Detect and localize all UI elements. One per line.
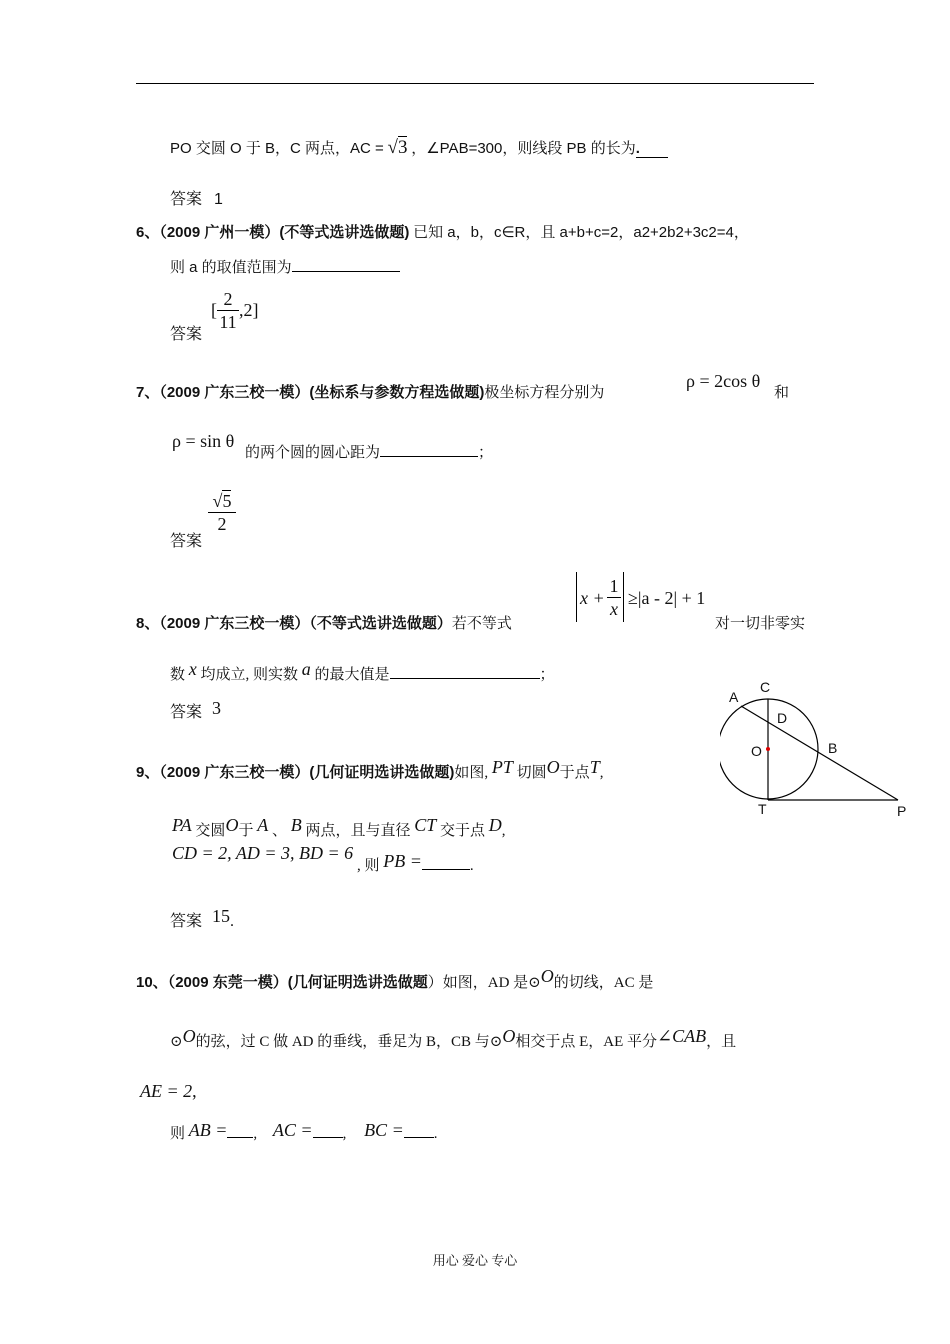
q9-var-o2: O <box>225 815 239 835</box>
q10-end: . <box>433 1126 438 1142</box>
q8-ineq-fraction <box>607 576 621 619</box>
q5-text-b: ，∠PAB=300，则线段 PB 的长为 <box>411 140 636 157</box>
q10-line3 <box>140 1081 197 1102</box>
q10-blank-ac <box>313 1123 343 1138</box>
q9-line3 <box>357 851 474 875</box>
q6-source: （2009 广州一模）(不等式选讲选做题) <box>159 224 410 241</box>
sqrt-symbol: √3 <box>387 137 408 158</box>
header-rule <box>136 83 814 84</box>
q9-line1 <box>136 757 603 782</box>
q7-text2-end: ； <box>478 445 494 461</box>
q9-var-a: A <box>257 815 269 835</box>
q10-var-o: O <box>540 966 554 986</box>
label-b: B <box>828 740 838 756</box>
q6-text2: 则 a 的取值范围为 <box>170 259 292 276</box>
q10-ab: AB = <box>188 1120 228 1140</box>
q9-text1-b: 切圆 <box>516 765 547 781</box>
q10-text2-a: ⊙ <box>170 1034 183 1050</box>
q9-text3-a: , 则 <box>357 858 380 874</box>
q10-text1-a: 如图，AD 是⊙ <box>442 975 541 991</box>
q10-given-end: , <box>192 1081 197 1101</box>
q7-number: 7、 <box>136 384 160 401</box>
q9-var-b: B <box>290 815 302 835</box>
q10-sep: , <box>342 1126 347 1142</box>
q9-source: （2009 广东三校一模）(几何证明选讲选做题) <box>159 764 455 781</box>
q9-text1-d: , <box>599 765 604 781</box>
q8-text2-end: ； <box>539 667 555 683</box>
q9-given: CD = 2, AD = 3, BD = 6 <box>172 843 354 863</box>
secant-pa <box>741 706 898 800</box>
q10-text2-d: ，且 <box>706 1034 737 1050</box>
q10-angle: ∠CAB <box>657 1026 707 1046</box>
q8-text2-b: 均成立, 则实数 <box>200 667 299 683</box>
fraction-numerator: 2 <box>223 289 233 309</box>
q6-line2 <box>170 256 400 277</box>
q9-blank <box>422 855 470 870</box>
q10-line1 <box>136 966 653 992</box>
q8-ineq-right: ≥|a - 2| + 1 <box>628 588 706 608</box>
abs-bar-right <box>623 572 625 622</box>
q8-ineq-left: x + <box>580 588 605 608</box>
q5-line <box>170 137 668 159</box>
q8-line1 <box>136 612 512 633</box>
answer-label: 答案 <box>170 191 203 208</box>
q8-text2-c: 的最大值是 <box>314 667 390 683</box>
q8-text2-a: 数 <box>170 667 186 683</box>
q8-var-a: a <box>301 659 311 679</box>
q9-text2-e: 交于点 <box>440 823 486 839</box>
q9-answer <box>170 906 234 931</box>
abs-bar-left <box>576 572 578 622</box>
q5-sqrt-value: 3 <box>397 137 408 158</box>
q10-line2 <box>170 1026 736 1051</box>
q10-blank-bc <box>404 1123 434 1138</box>
fraction-bar <box>208 512 236 513</box>
fraction-bar <box>217 310 239 311</box>
q9-text2-c: 、 <box>271 823 287 839</box>
q9-var-pb: PB = <box>383 851 422 871</box>
q10-var-o2: O <box>182 1026 196 1046</box>
q7-line2 <box>245 441 493 462</box>
q9-text2-b: 于 <box>238 823 254 839</box>
answer-value: 15 <box>212 906 231 926</box>
q10-text2-b: 的弦，过 C 做 AD 的垂线，垂足为 B，CB 与⊙ <box>195 1034 503 1050</box>
q8-text1: 若不等式 <box>451 616 512 632</box>
q5-blank: . <box>636 140 668 158</box>
q9-text2-a: 交圆 <box>195 823 226 839</box>
q7-text-and: 和 <box>774 385 790 401</box>
label-d: D <box>777 710 788 726</box>
q9-geometry-figure <box>720 676 916 822</box>
q8-number: 8、 <box>136 615 160 632</box>
q10-text4-a: 则 <box>170 1126 186 1142</box>
q9-var-d: D <box>488 815 502 835</box>
q10-var-o3: O <box>502 1026 516 1046</box>
label-p: P <box>897 803 907 819</box>
q9-text3-end: . <box>469 858 474 874</box>
q10-text1-b: 的切线，AC 是 <box>553 975 654 991</box>
label-a: A <box>729 689 739 705</box>
q6-line1 <box>136 221 749 242</box>
q8-line2 <box>170 659 555 684</box>
q9-var-o: O <box>546 757 560 777</box>
q6-ans-open: [ <box>211 300 217 320</box>
q10-source: （2009 东莞一模）(几何证明选讲选做题 <box>167 974 428 991</box>
q9-var-t: T <box>589 757 600 777</box>
q9-text1-a: 如图, <box>454 765 489 781</box>
label-c: C <box>760 679 771 695</box>
q10-ac: AC = <box>272 1120 313 1140</box>
q6-ans-fraction <box>217 289 239 332</box>
q9-line2 <box>172 815 506 840</box>
q6-number: 6、 <box>136 224 160 241</box>
sqrt-symbol: √5 <box>212 491 232 511</box>
center-dot <box>766 747 770 751</box>
q8-var-x: x <box>188 659 197 679</box>
answer-label: 答案 <box>170 326 203 343</box>
q10-bc: BC = <box>364 1120 404 1140</box>
q10-text2-c: 相交于点 E，AE 平分 <box>515 1034 658 1050</box>
q7-text2: 的两个圆的圆心距为 <box>245 445 381 461</box>
answer-end: . <box>230 913 235 930</box>
label-t: T <box>758 801 767 817</box>
q6-text1: 已知 a，b，c∈R，且 a+b+c=2，a2+2b2+3c2=4， <box>413 224 749 241</box>
fraction-denominator: 2 <box>217 514 227 534</box>
q7-source: （2009 广东三校一模）(坐标系与参数方程选做题) <box>159 384 485 401</box>
fraction-numerator: 1 <box>609 576 619 596</box>
q9-var-ct: CT <box>414 815 437 835</box>
q9-number: 9、 <box>136 764 160 781</box>
answer-value: 1 <box>214 191 223 208</box>
q8-answer <box>170 698 221 722</box>
q10-source-end: ） <box>427 975 443 991</box>
q10-sep: , <box>253 1126 258 1142</box>
q5-text-a: PO 交圆 O 于 B，C 两点，AC = <box>170 140 384 157</box>
q10-blank-ab <box>227 1123 253 1138</box>
q7-blank <box>380 442 478 457</box>
q8-text1-end: 对一切非零实 <box>715 616 806 632</box>
q9-var-pt: PT <box>491 757 513 777</box>
q7-text1: 极坐标方程分别为 <box>484 384 605 401</box>
q8-source: （2009 广东三校一模）（不等式选讲选做题） <box>159 615 452 632</box>
answer-value: 3 <box>212 698 222 718</box>
q10-given: AE = 2 <box>140 1081 193 1101</box>
q7-ans-fraction <box>208 491 236 534</box>
q6-blank <box>292 257 400 272</box>
q9-text2-f: , <box>501 823 506 839</box>
q9-text1-c: 于点 <box>559 765 590 781</box>
q9-text2-d: 两点，且与直径 <box>305 823 411 839</box>
fraction-denominator: x <box>610 599 618 619</box>
page-footer: 用心 爱心 专心 <box>432 1253 518 1268</box>
answer-label: 答案 <box>170 913 203 930</box>
fraction-bar <box>607 597 621 598</box>
q8-blank <box>390 664 540 679</box>
q5-answer <box>170 186 223 209</box>
fraction-numerator: 5 <box>222 491 232 511</box>
q6-ans-close: ,2] <box>239 300 259 320</box>
q10-number: 10、 <box>136 974 168 991</box>
q9-var-pa: PA <box>172 815 192 835</box>
fraction-denominator: 11 <box>219 312 237 332</box>
q7-equation-1: ρ = 2cos θ <box>686 371 761 391</box>
q10-line4 <box>170 1120 437 1143</box>
q7-equation-2: ρ = sin θ <box>172 431 235 451</box>
q7-line1 <box>136 381 604 402</box>
answer-label: 答案 <box>170 533 203 550</box>
label-o: O <box>751 743 762 759</box>
answer-label: 答案 <box>170 704 203 721</box>
